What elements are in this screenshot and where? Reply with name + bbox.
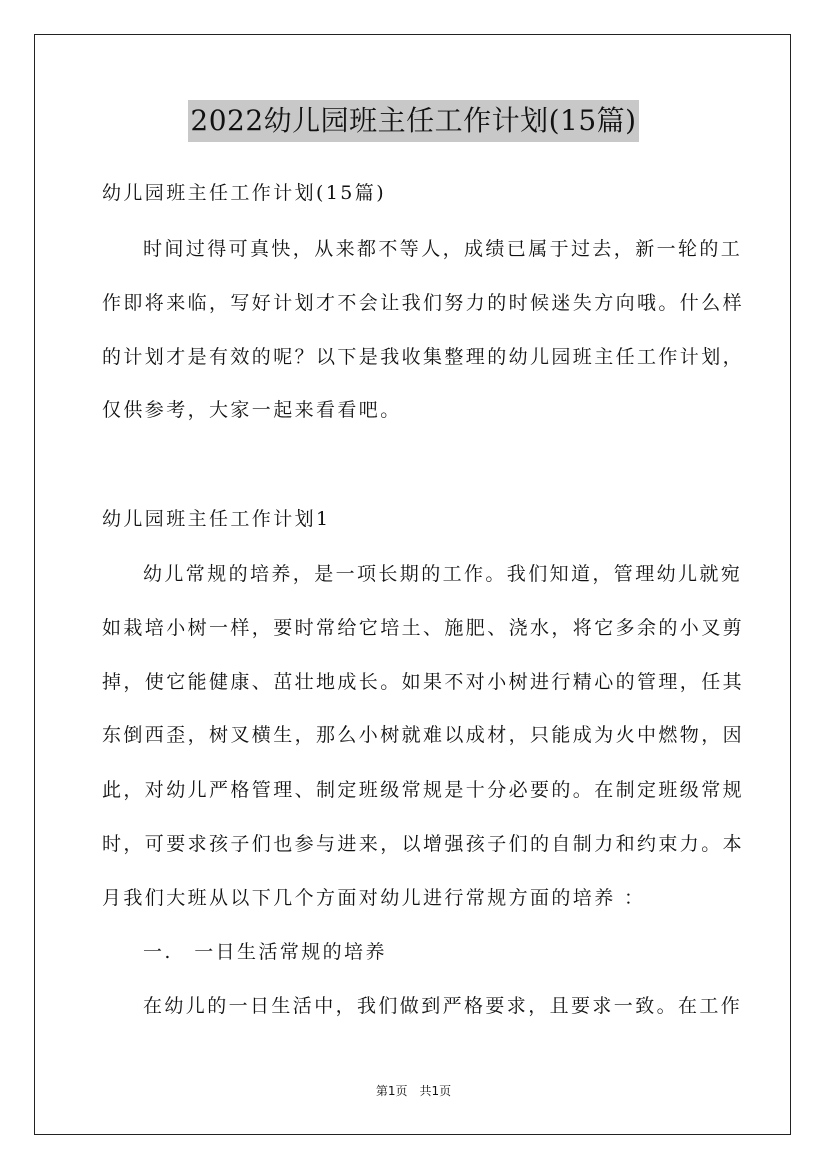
paragraph-line: 掉，使它能健康、茁壮地成长。如果不对小树进行精心的管理，任其 [102,671,745,693]
page-footer [0,1082,827,1100]
document-subtitle: 幼儿园班主任工作计划(15篇) [102,182,387,204]
document-title: 2022幼儿园班主任工作计划(15篇) [188,100,638,142]
paragraph-line: 如栽培小树一样，要时常给它培土、施肥、浇水，将它多余的小叉剪 [102,617,745,639]
paragraph-line: 月我们大班从以下几个方面对幼儿进行常规方面的培养 ： [102,887,646,909]
section-heading: 幼儿园班主任工作计划1 [102,508,331,530]
paragraph-line: 在幼儿的一日生活中，我们做到严格要求，且要求一致。在工作 [143,995,743,1017]
paragraph-line: 东倒西歪，树叉横生，那么小树就难以成材，只能成为火中燃物，因 [102,724,745,746]
intro-line: 仅供参考，大家一起来看看吧。 [102,399,402,421]
page-number: 第1页 共1页 [375,1084,452,1098]
paragraph-line: 时，可要求孩子们也参与进来，以增强孩子们的自制力和约束力。本 [102,833,745,855]
subheading: 一. 一日生活常规的培养 [143,941,387,963]
intro-line: 的计划才是有效的呢？以下是我收集整理的幼儿园班主任工作计划， [102,346,745,368]
intro-line: 时间过得可真快，从来都不等人，成绩已属于过去，新一轮的工 [143,238,743,260]
intro-line: 作即将来临，写好计划才不会让我们努力的时候迷失方向哦。什么样 [102,292,745,314]
title-container [0,100,827,142]
paragraph-line: 此，对幼儿严格管理、制定班级常规是十分必要的。在制定班级常规 [102,779,745,801]
paragraph-line: 幼儿常规的培养，是一项长期的工作。我们知道，管理幼儿就宛 [143,563,743,585]
